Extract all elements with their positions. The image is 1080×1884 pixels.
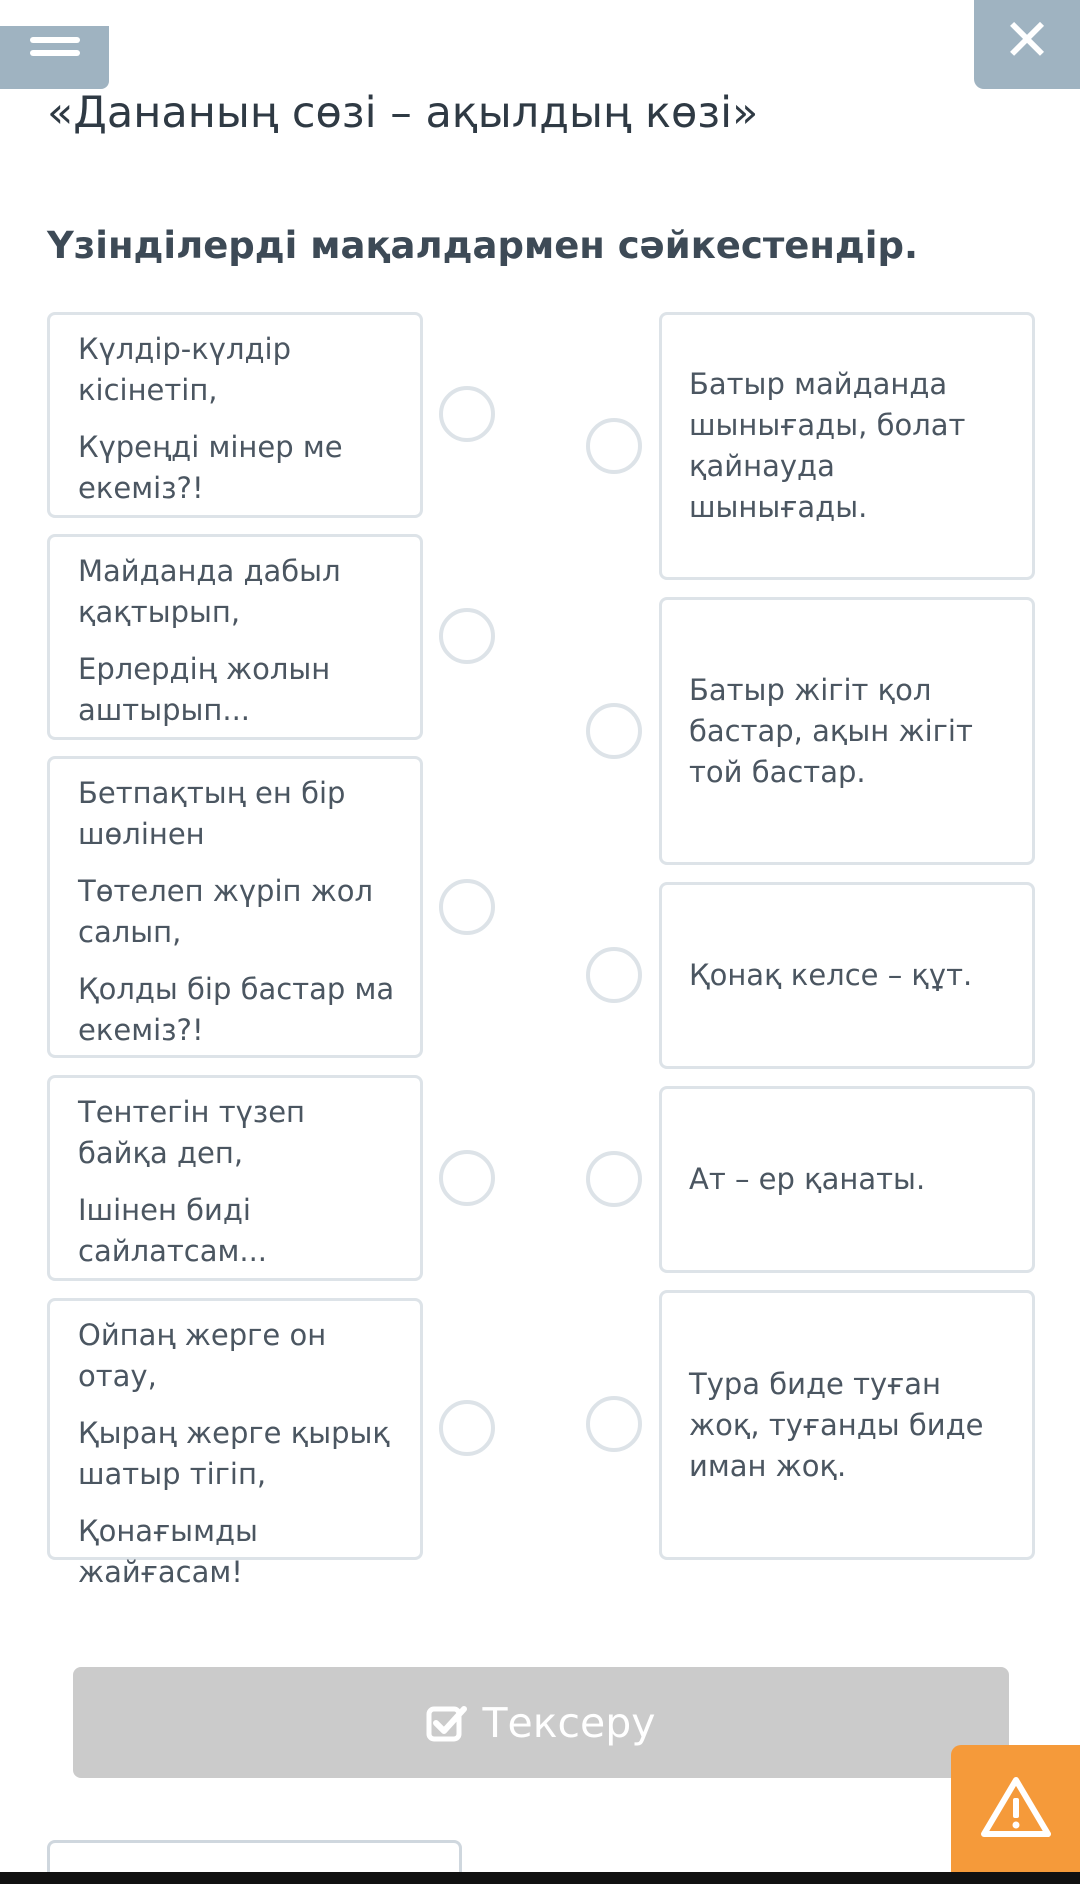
excerpt-radio-2[interactable] bbox=[439, 608, 495, 664]
excerpt-radio-4[interactable] bbox=[439, 1150, 495, 1206]
excerpt-card-1[interactable] bbox=[47, 312, 423, 518]
proverb-text: Қонақ келсе – құт. bbox=[689, 958, 973, 992]
instruction-text: Үзінділерді мақалдармен сәйкестендір. bbox=[47, 224, 919, 267]
hamburger-icon bbox=[30, 30, 80, 56]
proverb-text: Батыр майданда шынығады, болат қайнауда шынығады. bbox=[689, 367, 966, 524]
proverb-card-2[interactable] bbox=[659, 597, 1035, 865]
proverb-card-5[interactable] bbox=[659, 1290, 1035, 1560]
excerpt-line: Ойпаң жерге он отау, bbox=[78, 1318, 327, 1393]
excerpt-line: Ішінен биді сайлатсам... bbox=[78, 1193, 268, 1268]
proverb-text: Батыр жігіт қол бастар, ақын жігіт той бастар. bbox=[689, 672, 973, 789]
proverb-card-4[interactable] bbox=[659, 1086, 1035, 1273]
proverb-text: Ат – ер қанаты. bbox=[689, 1162, 926, 1196]
proverb-text: Тура биде туған жоқ, туғанды биде иман жоқ. bbox=[689, 1366, 984, 1483]
proverb-card-3[interactable] bbox=[659, 882, 1035, 1069]
excerpt-line: Ерлердің жолын аштырып... bbox=[78, 652, 331, 727]
excerpt-line: Бетпақтың ен бір шөлінен bbox=[78, 776, 346, 851]
excerpt-line: Төтелеп жүріп жол салып, bbox=[78, 874, 374, 949]
excerpt-line: Күреңді мінер ме екеміз?! bbox=[78, 430, 343, 505]
proverb-radio-2[interactable] bbox=[586, 703, 642, 759]
excerpt-card-4[interactable] bbox=[47, 1075, 423, 1281]
excerpt-line: Майданда дабыл қақтырып, bbox=[78, 554, 341, 629]
excerpt-line: Қонағымды жайғасам! bbox=[78, 1514, 258, 1589]
excerpt-card-3[interactable] bbox=[47, 756, 423, 1058]
menu-button[interactable] bbox=[0, 26, 109, 89]
check-square-icon bbox=[426, 1703, 468, 1743]
close-button[interactable] bbox=[974, 0, 1080, 89]
excerpt-line: Қыраң жерге қырық шатыр тігіп, bbox=[78, 1416, 390, 1491]
warning-icon bbox=[981, 1776, 1051, 1842]
excerpt-line: Қолды бір бастар ма екеміз?! bbox=[78, 972, 395, 1047]
excerpt-card-5[interactable] bbox=[47, 1298, 423, 1589]
report-button[interactable] bbox=[951, 1745, 1080, 1873]
excerpt-radio-3[interactable] bbox=[439, 879, 495, 935]
bottom-bar bbox=[0, 1872, 1080, 1884]
check-button-label: Тексеру bbox=[482, 1698, 656, 1747]
excerpt-card-2[interactable] bbox=[47, 534, 423, 740]
proverb-radio-4[interactable] bbox=[586, 1151, 642, 1207]
excerpt-line: Тентегін түзеп байқа деп, bbox=[78, 1095, 306, 1170]
proverb-card-1[interactable] bbox=[659, 312, 1035, 580]
close-icon: ✕ bbox=[1002, 5, 1052, 74]
proverb-radio-1[interactable] bbox=[586, 418, 642, 474]
proverb-radio-3[interactable] bbox=[586, 947, 642, 1003]
proverb-radio-5[interactable] bbox=[586, 1396, 642, 1452]
check-button[interactable] bbox=[73, 1667, 1009, 1778]
excerpt-line: Күлдір-күлдір кісінетіп, bbox=[78, 332, 291, 407]
excerpt-radio-5[interactable] bbox=[439, 1400, 495, 1456]
excerpt-radio-1[interactable] bbox=[439, 386, 495, 442]
topic-title: «Дананың сөзі – ақылдың көзі» bbox=[47, 88, 759, 138]
